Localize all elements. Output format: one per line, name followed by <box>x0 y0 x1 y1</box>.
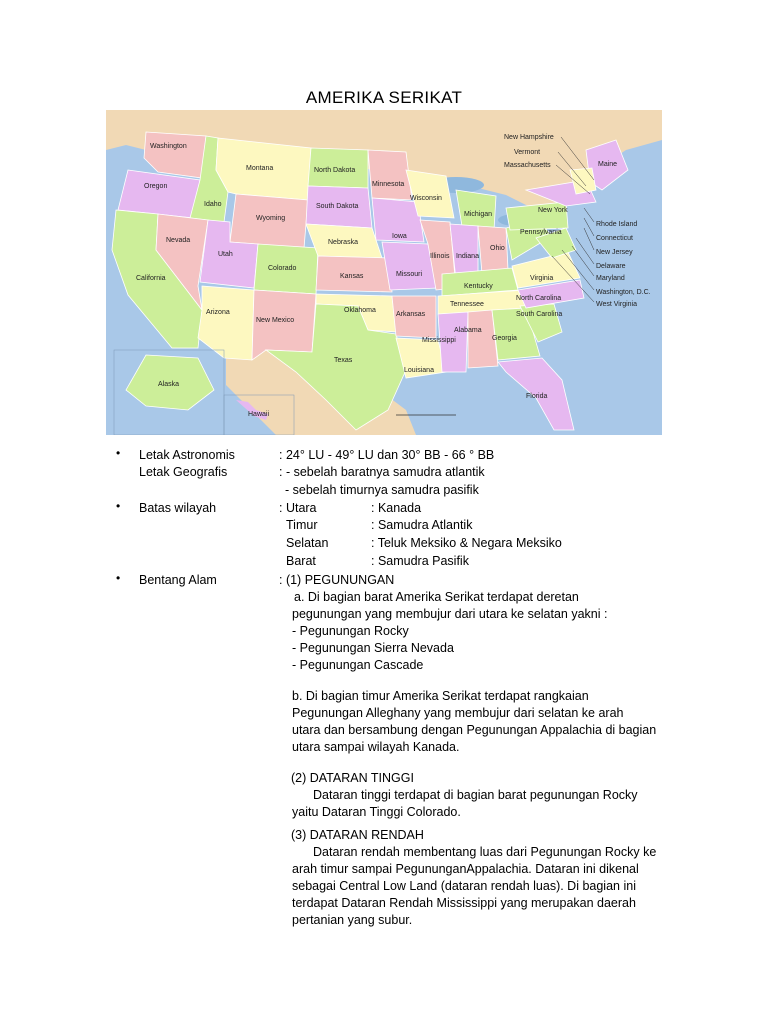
state-label: North Carolina <box>516 295 562 302</box>
callout-label: Washington, D.C. <box>596 289 651 296</box>
state-label: Hawaii <box>248 411 270 418</box>
callout-label: Vermont <box>514 149 541 156</box>
callout-label: West Virginia <box>596 301 637 308</box>
callout-label: New Hampshire <box>504 134 554 141</box>
state-label: Alabama <box>454 327 482 334</box>
geografis-value: - sebelah timurnya samudra pasifik <box>285 483 479 497</box>
callout-label: Delaware <box>596 263 626 270</box>
state-label: Arizona <box>206 309 230 316</box>
batas-val: : Samudra Pasifik <box>371 554 469 568</box>
state-label: Utah <box>218 251 233 258</box>
astronomis-label: Letak Astronomis <box>139 448 235 462</box>
state-label: Nebraska <box>328 239 358 246</box>
state-label: Wyoming <box>256 215 286 222</box>
paragraph-line: Dataran rendah membentang luas dari Pegunungan Rocky ke <box>313 845 657 859</box>
paragraph-line: sebagai Central Low Land (dataran rendah luas). Di bagian ini <box>292 879 636 893</box>
batas-val: : Samudra Atlantik <box>371 518 473 532</box>
callout-label: Massachusetts <box>504 162 551 169</box>
section-heading: (3) DATARAN RENDAH <box>291 828 424 842</box>
state-label: Virginia <box>530 275 554 282</box>
state-label: Idaho <box>204 201 222 208</box>
callout-label: Connecticut <box>596 235 633 242</box>
bentang-label: Bentang Alam <box>139 573 217 587</box>
state-label: Maine <box>598 161 618 168</box>
bullet: • <box>116 571 121 585</box>
state-label: Louisiana <box>404 367 434 374</box>
batas-dir: : Utara <box>279 501 317 515</box>
bullet: • <box>116 499 121 513</box>
state-label: Arkansas <box>396 311 426 318</box>
geografis-value: : - sebelah baratnya samudra atlantik <box>279 465 485 479</box>
batas-dir: Selatan <box>286 536 329 550</box>
paragraph-line: utara sampai wilayah Kanada. <box>292 740 460 754</box>
batas-dir: Barat <box>286 554 316 568</box>
state-label: Minnesota <box>372 181 405 188</box>
astronomis-value: : 24° LU - 49° LU dan 30° BB - 66 ° BB <box>279 448 495 462</box>
batas-val: : Teluk Meksiko & Negara Meksiko <box>371 536 562 550</box>
state-label: Oklahoma <box>344 307 376 314</box>
list-item: - Pegunungan Cascade <box>292 658 424 672</box>
paragraph-line: utara dan bersambung dengan Pegunungan Appalachia di bagian <box>292 723 657 737</box>
us-map <box>106 110 662 435</box>
state-label: Oregon <box>144 183 168 190</box>
state-label: South Carolina <box>516 311 563 318</box>
state-label: Florida <box>526 393 548 400</box>
state-label: Indiana <box>456 253 479 260</box>
state-label: Washington <box>150 143 187 150</box>
section-heading: (2) DATARAN TINGGI <box>291 771 414 785</box>
page-title: AMERIKA SERIKAT <box>305 88 463 107</box>
state-label: Kentucky <box>464 283 493 290</box>
state-label: South Dakota <box>316 203 359 210</box>
state-label: Colorado <box>268 265 297 272</box>
state-label: Kansas <box>340 273 364 280</box>
state-label: Alaska <box>158 381 180 388</box>
paragraph-line: terdapat Dataran Rendah Mississippi yang merupakan daerah <box>292 896 636 910</box>
callout-label: Maryland <box>596 275 625 282</box>
state-label: Wisconsin <box>410 195 442 202</box>
callout-label: Rhode Island <box>596 221 638 228</box>
state-label: Tennessee <box>450 301 484 308</box>
state-label: New York <box>538 207 568 214</box>
paragraph-line: pegunungan yang membujur dari utara ke selatan yakni : <box>292 607 608 621</box>
state-label: Mississippi <box>422 337 456 344</box>
paragraph-line: yaitu Dataran Tinggi Colorado. <box>292 805 461 819</box>
state-label: Montana <box>246 165 274 172</box>
bullet: • <box>116 446 121 460</box>
batas-val: : Kanada <box>371 501 422 515</box>
paragraph-line: pertanian yang subur. <box>292 913 413 927</box>
paragraph-line: Pegunungan Alleghany yang membujur dari selatan ke arah <box>292 706 624 720</box>
state-label: Pennsylvania <box>520 229 562 236</box>
state-label: Georgia <box>492 335 517 342</box>
state-label: Michigan <box>464 211 493 218</box>
state-label: Nevada <box>166 237 191 244</box>
state-label: Illinois <box>430 253 450 260</box>
callout-label: New Jersey <box>596 249 633 256</box>
paragraph-line: arah timur sampai PegununganAppalachia. Dataran ini dikenal <box>292 862 639 876</box>
state-label: Iowa <box>392 233 407 240</box>
state-label: Missouri <box>396 271 423 278</box>
batas-label: Batas wilayah <box>139 501 217 515</box>
paragraph-line: Dataran tinggi terdapat di bagian barat pegunungan Rocky <box>313 788 638 802</box>
geografis-label: Letak Geografis <box>139 465 228 479</box>
list-item: - Pegunungan Sierra Nevada <box>292 641 454 655</box>
paragraph-line: a. Di bagian barat Amerika Serikat terdapat deretan <box>294 590 579 604</box>
paragraph-line: b. Di bagian timur Amerika Serikat terdapat rangkaian <box>292 689 589 703</box>
state-label: Texas <box>334 357 353 364</box>
state-label: North Dakota <box>314 167 356 174</box>
list-item: - Pegunungan Rocky <box>292 624 409 638</box>
state-label: New Mexico <box>256 317 295 324</box>
state-label: California <box>136 275 166 282</box>
bentang-heading: : (1) PEGUNUNGAN <box>279 573 395 587</box>
state-label: Ohio <box>490 245 505 252</box>
batas-dir: Timur <box>286 518 318 532</box>
